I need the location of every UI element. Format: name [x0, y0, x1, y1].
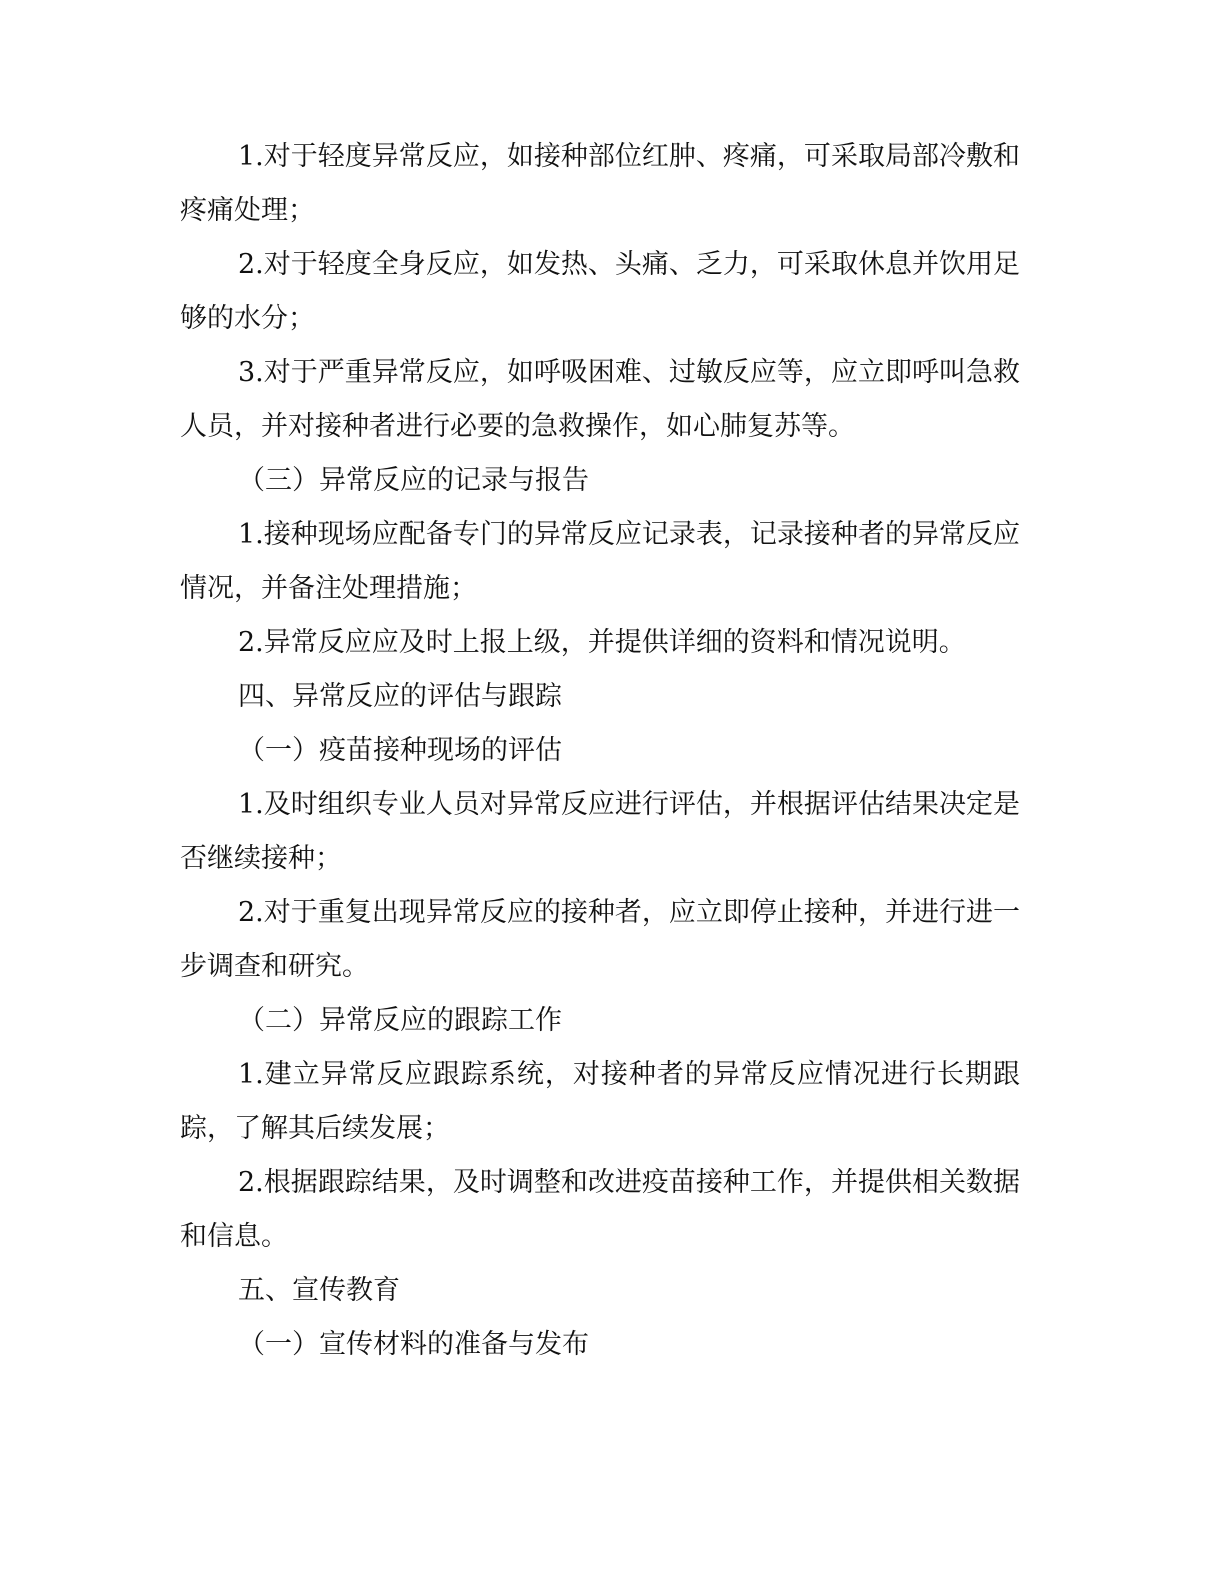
paragraph-report-upward: 2.异常反应应及时上报上级，并提供详细的资料和情况说明。	[238, 627, 966, 658]
paragraph-adjust-improve: 2.根据跟踪结果，及时调整和改进疫苗接种工作，并提供相关数据和信息。	[180, 1167, 1020, 1252]
heading-section-five: 五、宣传教育	[238, 1275, 400, 1306]
subheading-tracking-work: （二）异常反应的跟踪工作	[238, 1005, 562, 1036]
paragraph-stop-vaccination: 2.对于重复出现异常反应的接种者，应立即停止接种，并进行进一步调查和研究。	[180, 897, 1020, 982]
subheading-site-assessment: （一）疫苗接种现场的评估	[238, 735, 562, 766]
paragraph-mild-local-reaction: 1.对于轻度异常反应，如接种部位红肿、疼痛，可采取局部冷敷和疼痛处理；	[180, 141, 1020, 226]
paragraph-severe-reaction: 3.对于严重异常反应，如呼吸困难、过敏反应等，应立即呼叫急救人员，并对接种者进行必要的急救操作，如心肺复苏等。	[180, 357, 1020, 442]
paragraph-professional-assessment: 1.及时组织专业人员对异常反应进行评估，并根据评估结果决定是否继续接种；	[180, 789, 1020, 874]
subheading-record-and-report: （三）异常反应的记录与报告	[238, 465, 589, 496]
subheading-promo-materials: （一）宣传材料的准备与发布	[238, 1329, 589, 1360]
paragraph-tracking-system: 1.建立异常反应跟踪系统，对接种者的异常反应情况进行长期跟踪，了解其后续发展；	[180, 1059, 1020, 1144]
paragraph-record-form: 1.接种现场应配备专门的异常反应记录表，记录接种者的异常反应情况，并备注处理措施；	[180, 519, 1020, 604]
heading-section-four: 四、异常反应的评估与跟踪	[238, 681, 562, 712]
paragraph-mild-systemic-reaction: 2.对于轻度全身反应，如发热、头痛、乏力，可采取休息并饮用足够的水分；	[180, 249, 1020, 334]
document-body	[180, 130, 1020, 1372]
